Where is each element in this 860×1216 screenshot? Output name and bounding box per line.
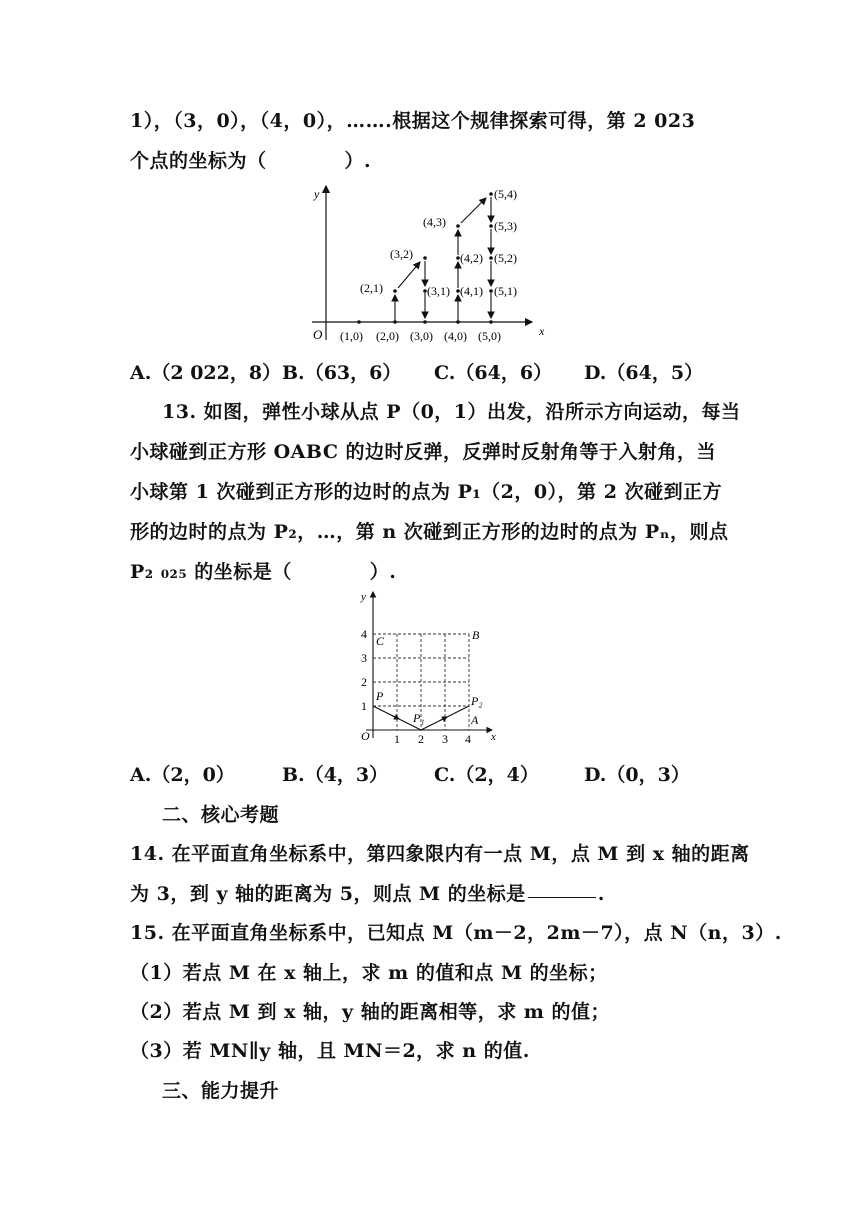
q13-square-figure: [352, 588, 502, 744]
label-5-4: (5,4): [494, 187, 517, 201]
origin-label: O: [313, 327, 323, 342]
label-3-0: (3,0): [410, 329, 433, 343]
q13-option-a: A.（2，0）: [130, 764, 235, 786]
q12-option-c: C.（64，6）: [434, 362, 553, 384]
section-heading-core: 二、核心考题: [162, 804, 280, 826]
q12-coordinate-figure: [310, 180, 560, 345]
label-p: P: [376, 689, 384, 703]
q14-text-line-2: 为 3，到 y 轴的距离为 5，则点 M 的坐标是 .: [130, 883, 605, 905]
q12-option-b: B.（63，6）: [282, 362, 402, 384]
path-arrow-1: [392, 716, 399, 720]
y-tick-1: 1: [361, 699, 367, 713]
q13-text-line-1: 13. 如图，弹性小球从点 P（0，1）出发，沿所示方向运动，每当: [162, 401, 741, 423]
path-arrow-2: [440, 717, 447, 721]
q15-part-3: （3）若 MN∥y 轴，且 MN＝2，求 n 的值.: [130, 1040, 530, 1062]
label-1-0: (1,0): [340, 329, 363, 343]
label-4-0: (4,0): [444, 329, 467, 343]
y-tick-2: 2: [361, 675, 367, 689]
q13-text-line-5: P₂ ₀₂₅ 的坐标是（ ）.: [130, 561, 397, 583]
section-heading-ability: 三、能力提升: [162, 1080, 280, 1102]
q12-text-line-1: 1），（3，0），（4，0），…….根据这个规律探索可得，第 2 023: [130, 110, 696, 132]
q12-option-a: A.（2 022，8）: [130, 362, 282, 384]
q13-option-b: B.（4，3）: [282, 764, 389, 786]
q13-option-c: C.（2，4）: [434, 764, 539, 786]
label-4-3: (4,3): [423, 215, 446, 229]
label-5-1: (5,1): [494, 284, 517, 298]
label-4-1: (4,1): [460, 284, 483, 298]
q15-text-line-1: 15. 在平面直角坐标系中，已知点 M（m－2，2m－7），点 N（n，3）.: [130, 922, 782, 944]
y-tick-3: 3: [361, 651, 367, 665]
q13-text-line-3: 小球第 1 次碰到正方形的边时的点为 P₁（2，0），第 2 次碰到正方: [130, 481, 723, 503]
q15-part-2: （2）若点 M 到 x 轴，y 轴的距离相等，求 m 的值；: [130, 1001, 611, 1023]
label-c: C: [376, 634, 385, 648]
label-5-3: (5,3): [494, 219, 517, 233]
answer-blank: [528, 896, 596, 898]
x-tick-1: 1: [394, 732, 400, 744]
q15-part-1: （1）若点 M 在 x 轴上，求 m 的值和点 M 的坐标；: [130, 962, 608, 984]
x-axis-label: x: [491, 731, 496, 743]
q13-text-line-4: 形的边时的点为 P₂，…，第 n 次碰到正方形的边时的点为 Pₙ，则点: [130, 521, 729, 543]
q12-option-d: D.（64，5）: [584, 362, 704, 384]
sequence-points: [393, 192, 493, 293]
label-b: B: [472, 628, 480, 642]
q13-option-d: D.（0，3）: [584, 764, 690, 786]
origin-label: O: [361, 729, 370, 743]
label-p2: P₂: [471, 694, 483, 708]
x-tick-4: 4: [465, 732, 471, 744]
label-5-2: (5,2): [494, 251, 517, 265]
x-tick-3: 3: [442, 732, 448, 744]
label-2-1: (2,1): [360, 281, 383, 295]
label-3-2: (3,2): [390, 247, 413, 261]
q14-text-line-1: 14. 在平面直角坐标系中，第四象限内有一点 M，点 M 到 x 轴的距离: [130, 843, 750, 865]
q12-text-line-2: 个点的坐标为（ ）.: [130, 150, 372, 172]
label-a: A: [471, 713, 479, 727]
y-tick-4: 4: [361, 627, 367, 641]
y-axis-label: y: [314, 187, 320, 201]
label-2-0: (2,0): [376, 329, 399, 343]
label-5-0: (5,0): [478, 329, 501, 343]
label-4-2: (4,2): [460, 251, 483, 265]
x-axis-label: x: [539, 324, 545, 338]
y-axis-label: y: [361, 591, 366, 603]
label-p1: P₁: [413, 711, 425, 725]
label-3-1: (3,1): [427, 284, 450, 298]
x-tick-2: 2: [418, 732, 424, 744]
q13-text-line-2: 小球碰到正方形 OABC 的边时反弹，反弹时反射角等于入射角，当: [130, 441, 717, 463]
